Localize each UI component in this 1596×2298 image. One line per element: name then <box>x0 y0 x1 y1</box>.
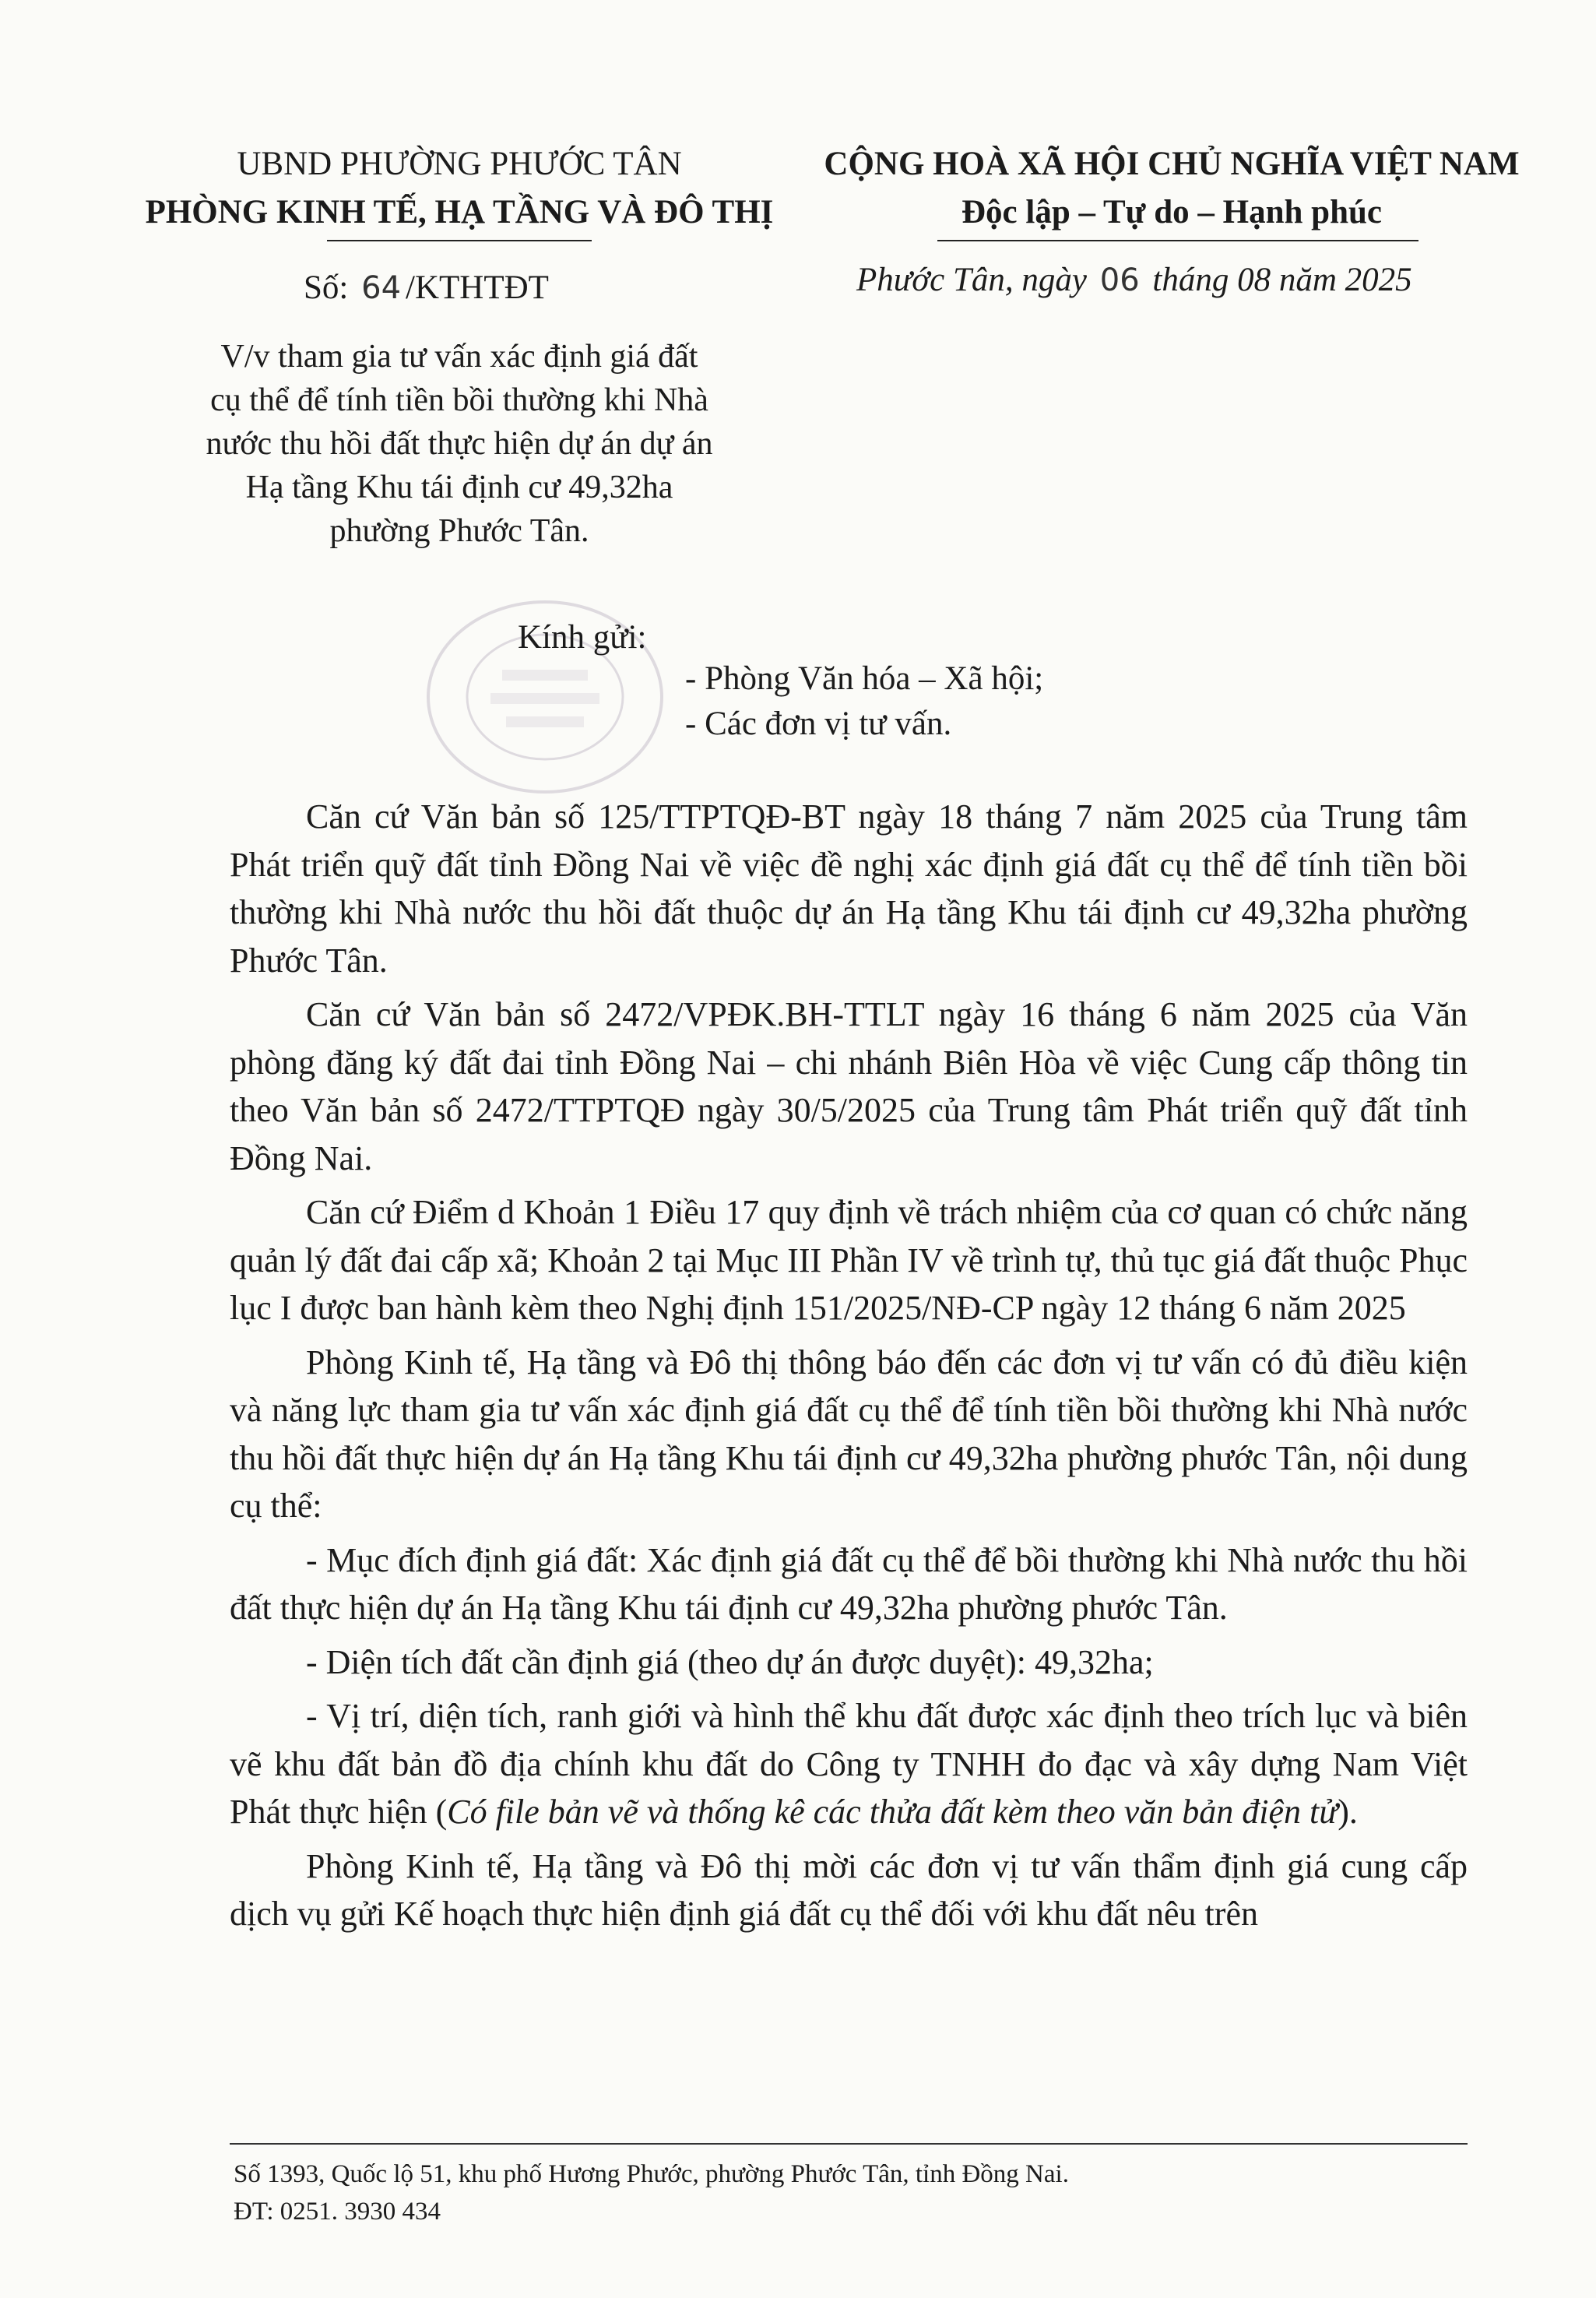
doc-number-prefix: Số: <box>304 269 349 306</box>
subject-line: nước thu hồi đất thực hiện dự án dự án <box>206 426 713 462</box>
recipient-item: - Phòng Văn hóa – Xã hội; <box>685 660 1044 697</box>
body-paragraph: Căn cứ Văn bản số 125/TTPTQĐ-BT ngày 18 tháng 7 năm 2025 của Trung tâm Phát triển quỹ đất tỉnh Đồng Nai về việc đề nghị xác định giá đất cụ thể để tính tiền bồi thường khi Nhà nước thu hồi đất thuộc dự án Hạ tầng Khu tái định cư 49,32ha phường Phước Tân. <box>230 797 1468 980</box>
subject-line: phường Phước Tân. <box>329 513 589 549</box>
issuer-parent: UBND PHƯỜNG PHƯỚC TÂN <box>237 146 682 182</box>
subject-line: cụ thể để tính tiền bồi thường khi Nhà <box>210 382 708 418</box>
body-paragraph: - Mục đích định giá đất: Xác định giá đất cụ thể để bồi thường khi Nhà nước thu hồi đất thực hiện dự án Hạ tầng Khu tái định cư 49,32ha phường phước Tân. <box>230 1540 1468 1627</box>
national-header <box>786 140 1557 237</box>
national-title: CỘNG HOÀ XÃ HỘI CHỦ NGHĨA VIỆT NAM <box>824 146 1520 182</box>
subject-line: Hạ tầng Khu tái định cư 49,32ha <box>245 470 673 505</box>
national-motto: Độc lập – Tự do – Hạnh phúc <box>961 194 1382 231</box>
footer <box>234 2155 1069 2230</box>
date-prefix: Phước Tân, ngày <box>856 262 1088 298</box>
motto-underline <box>937 240 1418 241</box>
date-suffix: tháng 08 năm 2025 <box>1152 262 1412 298</box>
body-text: ). <box>1338 1793 1358 1831</box>
body-text: - Vị trí, diện tích, ranh giới và hình thể khu đất được xác định theo trích lục và biên vẽ khu đất bản đồ địa chính khu đất do Công ty TNHH đo đạc và xây dựng Nam Việt Phát thực hiện ( <box>230 1697 1468 1831</box>
body-paragraph: Phòng Kinh tế, Hạ tầng và Đô thị thông báo đến các đơn vị tư vấn có đủ điều kiện và năng lực tham gia tư vấn xác định giá đất cụ thể để tính tiền bồi thường khi Nhà nước thu hồi đất thực hiện dự án Hạ tầng Khu tái định cư 49,32ha phường phước Tân, nội dung cụ thể: <box>230 1343 1468 1525</box>
doc-number-handwritten: 64 <box>361 270 402 306</box>
body-paragraph: Phòng Kinh tế, Hạ tầng và Đô thị mời các đơn vị tư vấn thẩm định giá cung cấp dịch vụ gửi Kế hoạch thực hiện định giá đất cụ thể đối với khu đất nêu trên <box>230 1846 1468 1933</box>
footer-phone: ĐT: 0251. 3930 434 <box>234 2198 441 2226</box>
issuer-underline <box>327 240 592 241</box>
recipient-list <box>685 656 1043 747</box>
date-day-handwritten: 06 <box>1099 262 1140 298</box>
document-body <box>230 793 1468 1944</box>
body-paragraph <box>230 1692 1468 1836</box>
issue-date <box>856 257 1412 304</box>
footer-divider <box>230 2143 1468 2145</box>
issuer-header <box>117 140 802 237</box>
recipient-item: - Các đơn vị tư vấn. <box>685 706 952 742</box>
body-text-italic: Có file bản vẽ và thống kê các thửa đất kèm theo văn bản điện tử <box>447 1793 1338 1831</box>
footer-address: Số 1393, Quốc lộ 51, khu phố Hương Phước, phường Phước Tân, tỉnh Đồng Nai. <box>234 2160 1069 2188</box>
salutation: Kính gửi: <box>518 619 647 656</box>
body-paragraph: - Diện tích đất cần định giá (theo dự án được duyệt): 49,32ha; <box>306 1642 1154 1681</box>
body-paragraph: Căn cứ Văn bản số 2472/VPĐK.BH-TTLT ngày 16 tháng 6 năm 2025 của Văn phòng đăng ký đất đai tỉnh Đồng Nai – chi nhánh Biên Hòa về việc Cung cấp thông tin theo Văn bản số 2472/TTPTQĐ ngày 30/5/2025 của Trung tâm Phát triển quỹ đất tỉnh Đồng Nai. <box>230 995 1468 1177</box>
subject-block <box>179 335 740 553</box>
subject-line: V/v tham gia tư vấn xác định giá đất <box>220 339 698 375</box>
document-number <box>304 265 549 311</box>
issuer-name: PHÒNG KINH TẾ, HẠ TẦNG VÀ ĐÔ THỊ <box>145 194 774 231</box>
body-paragraph: Căn cứ Điểm d Khoản 1 Điều 17 quy định về trách nhiệm của cơ quan có chức năng quản lý đất đai cấp xã; Khoản 2 tại Mục III Phần IV về trình tự, thủ tục giá đất thuộc Phục lục I được ban hành kèm theo Nghị định 151/2025/NĐ-CP ngày 12 tháng 6 năm 2025 <box>230 1193 1468 1327</box>
doc-number-suffix: /KTHTĐT <box>406 269 549 306</box>
